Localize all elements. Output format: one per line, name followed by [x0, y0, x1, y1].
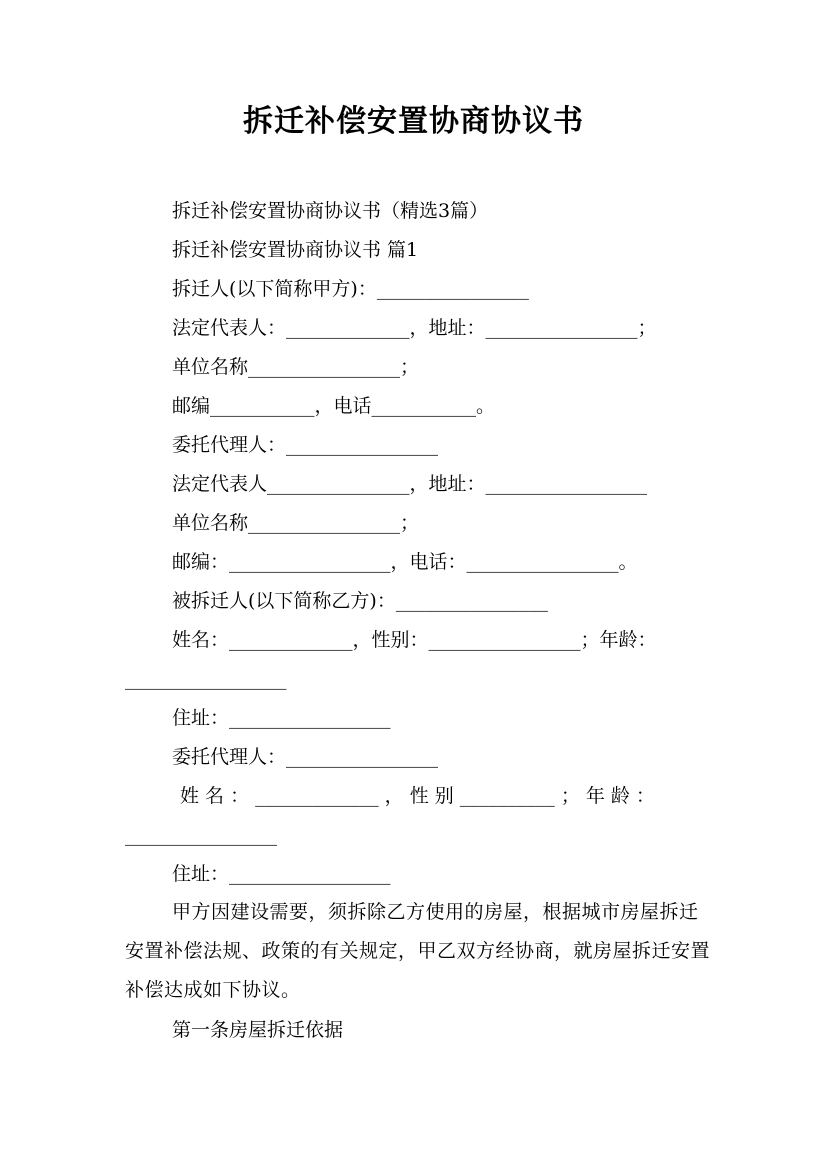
- doc-line-party-a: 拆迁人(以下简称甲方)：________________: [172, 278, 529, 300]
- doc-line-age-blank: _________________: [125, 668, 287, 690]
- doc-line-agent: 委托代理人：________________: [172, 434, 439, 456]
- doc-line-legal-rep-2: 法定代表人_______________，地址：_________________: [172, 473, 648, 495]
- doc-line-agent-2: 委托代理人：________________: [172, 746, 439, 768]
- doc-line-name-gender-age: 姓名：_____________，性别：________________；年龄：: [172, 629, 657, 651]
- doc-line-section: 拆迁补偿安置协商协议书 篇1: [172, 239, 419, 261]
- doc-line-age-blank-2: ________________: [125, 824, 277, 846]
- doc-line-legal-rep: 法定代表人：_____________，地址：________________；: [172, 317, 657, 339]
- doc-line-unit-name-2: 单位名称________________；: [172, 512, 420, 534]
- doc-line-unit-name: 单位名称________________；: [172, 356, 420, 378]
- doc-line-subtitle: 拆迁补偿安置协商协议书（精选3篇）: [172, 200, 489, 222]
- document-title: 拆迁补偿安置协商协议书: [243, 104, 584, 139]
- doc-line-postcode-2: 邮编：_________________，电话：________________。: [172, 551, 638, 573]
- doc-line-party-b: 被拆迁人(以下简称乙方)：________________: [172, 590, 548, 612]
- doc-line-address-2: 住址：_________________: [172, 863, 391, 885]
- doc-line-name-gender-age-2: 姓 名 ： _____________ ， 性 别 __________ ； 年 龄 ：: [180, 785, 655, 807]
- doc-line-postcode: 邮编___________，电话___________。: [172, 395, 496, 417]
- section-heading: 第一条房屋拆迁依据: [172, 1019, 344, 1041]
- agreement-paragraph: 甲方因建设需要，须拆除乙方使用的房屋，根据城市房屋拆迁安置补偿法规、政策的有关规定，甲乙双方经协商，就房屋拆迁安置补偿达成如下协议。: [125, 901, 711, 1001]
- doc-line-address: 住址：_________________: [172, 707, 391, 729]
